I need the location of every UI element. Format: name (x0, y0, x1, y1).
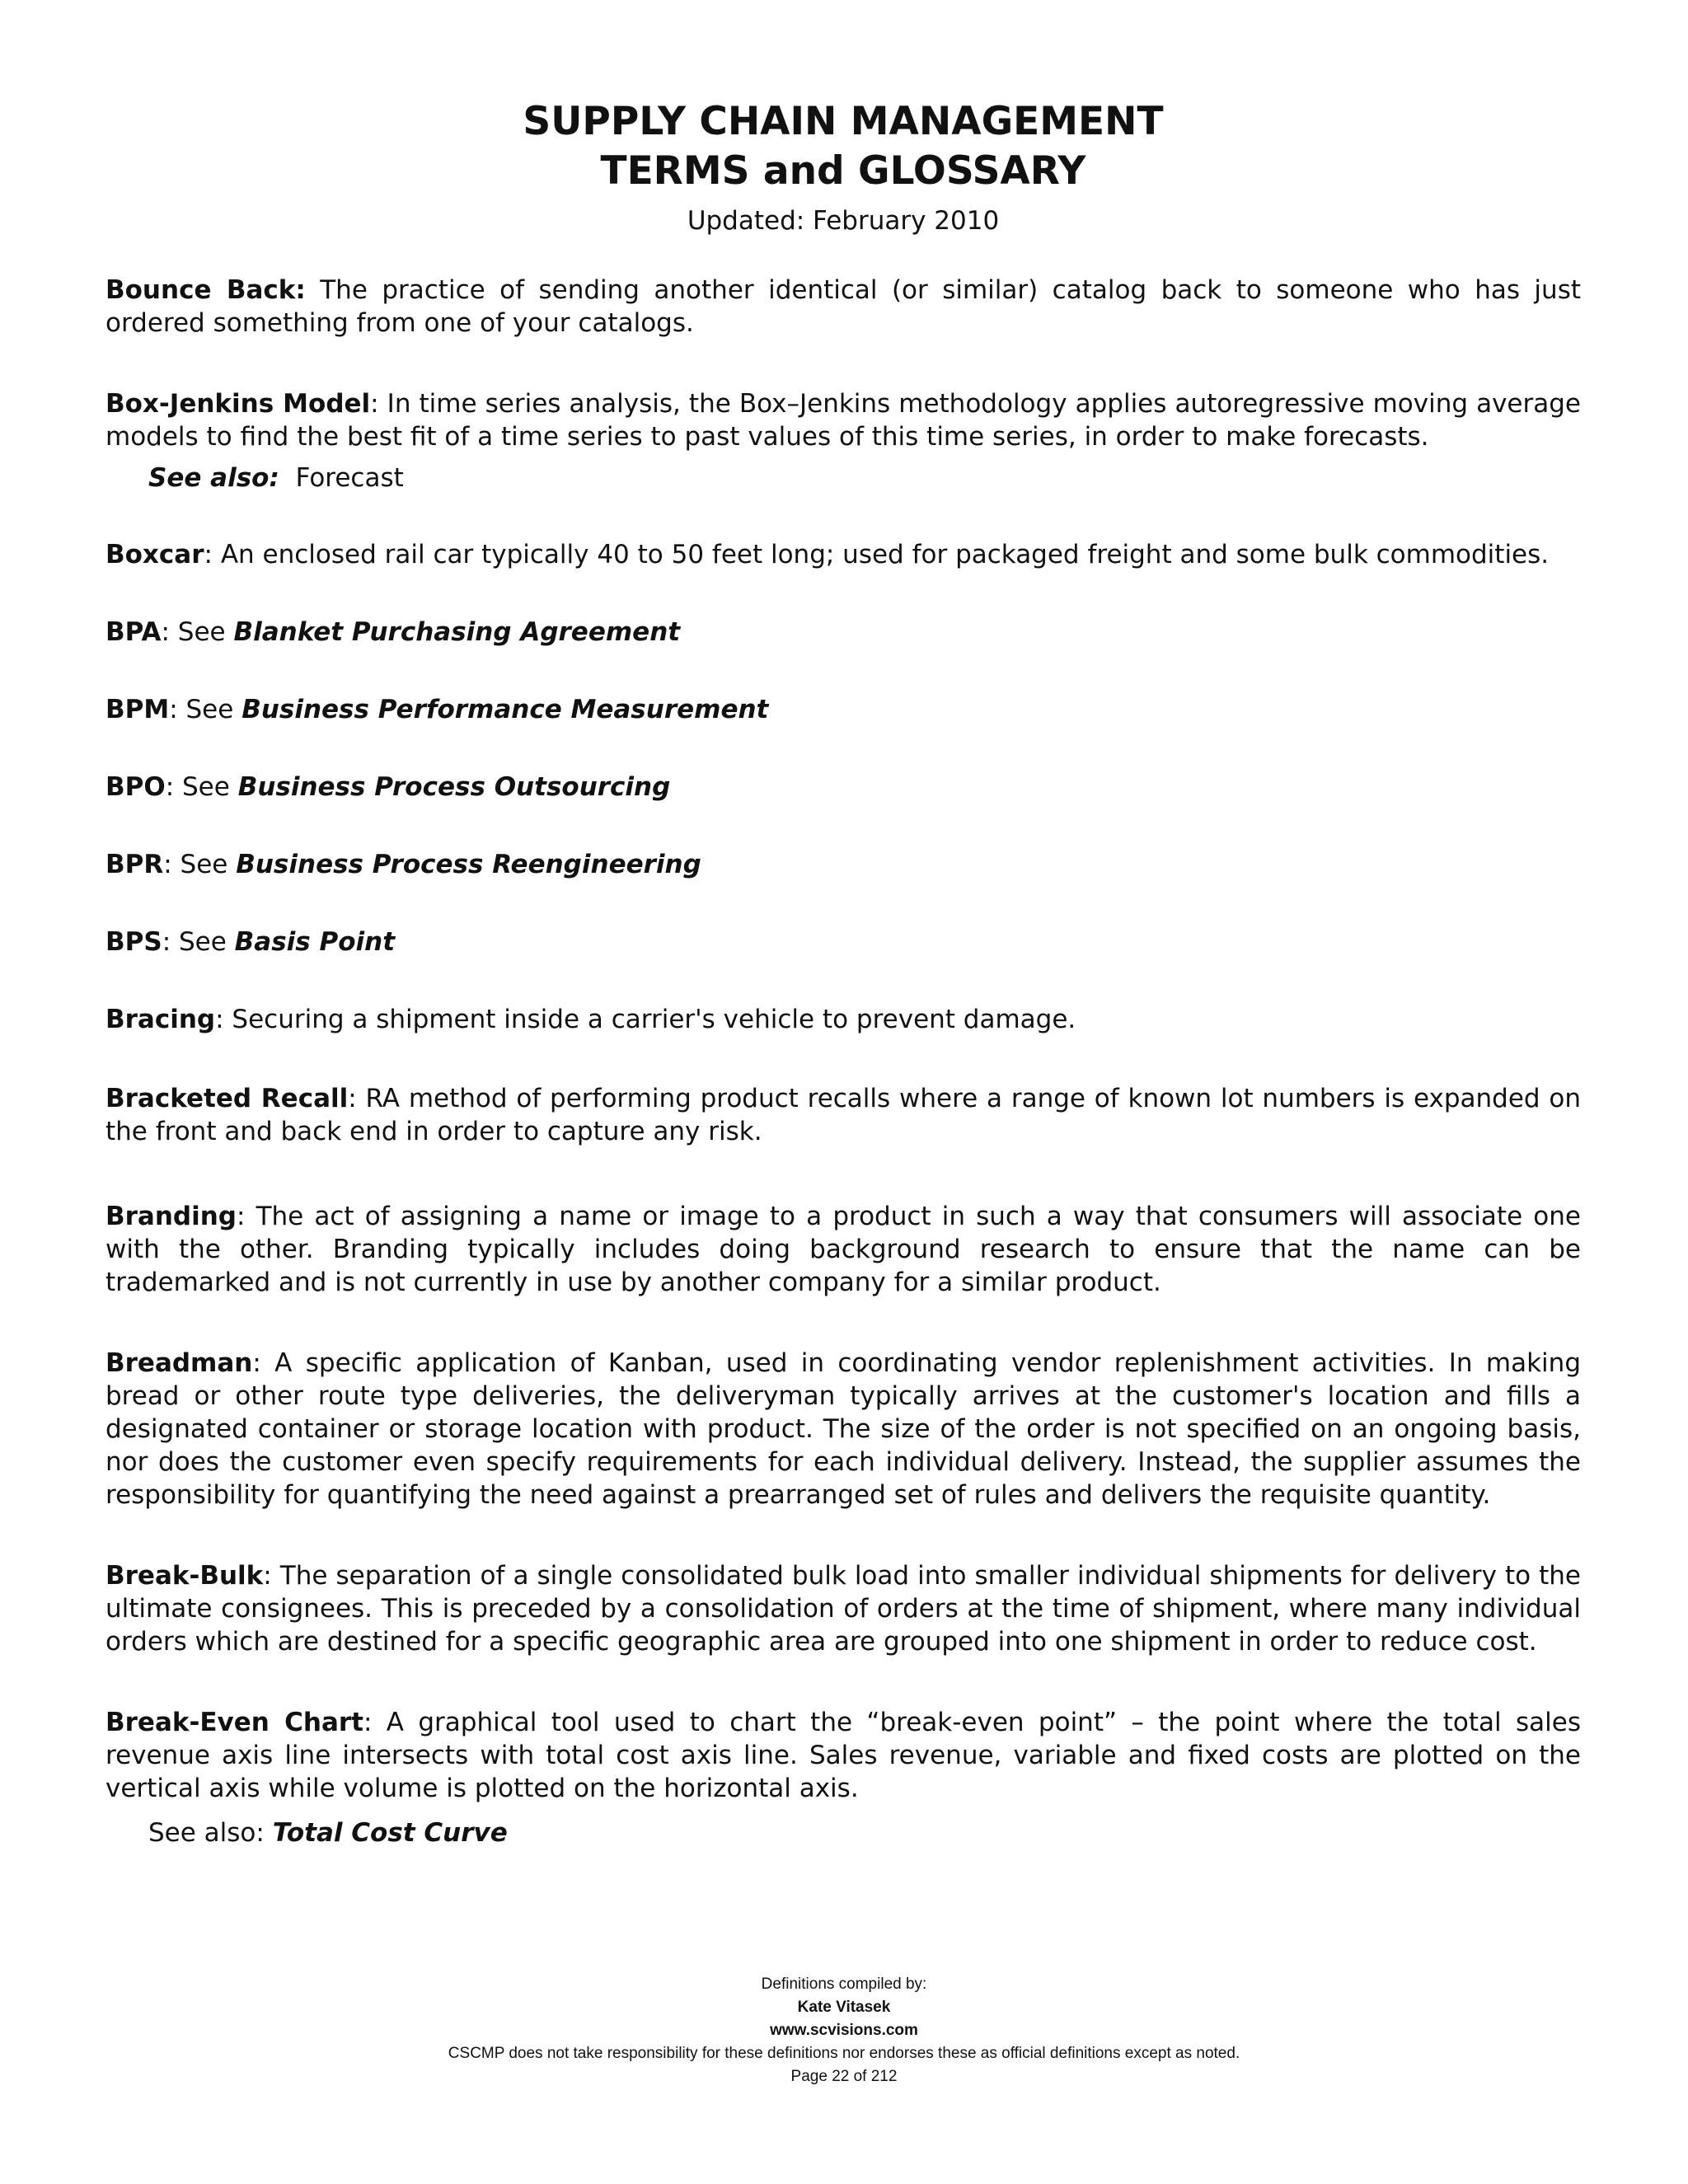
glossary-entry-box-jenkins-model (106, 387, 1581, 453)
entry-definition: : See (169, 695, 242, 724)
entry-definition: The practice of sending another identical (or similar) catalog back to someone who has just ordered something from one of your catalogs. (106, 275, 1581, 338)
entry-term: Break-Bulk (106, 1561, 264, 1591)
entry-term: Bracketed Recall (106, 1084, 349, 1113)
document-title-line-2: TERMS and GLOSSARY (600, 148, 1086, 194)
see-also-reference: Total Cost Curve (272, 1818, 508, 1848)
see-also-value: Forecast (295, 463, 404, 493)
document-title-line-1: SUPPLY CHAIN MANAGEMENT (523, 99, 1164, 144)
glossary-entry-bps (106, 926, 1581, 958)
entry-term: BPA (106, 617, 162, 647)
entry-term: Break-Even Chart (106, 1708, 363, 1737)
entry-definition: : A specific application of Kanban, used in coordinating vendor replenishment activities. In making bread or other route type deliveries, the deliveryman typically arrives at the customer's location and fills a designated container or storage location with product. The size of the order is not specified on an ongoing basis, nor does the customer even specify requirements for each individual delivery. Instead, the supplier assumes the responsibility for quantifying the need against a prearranged set of rules and delivers the requisite quantity. (106, 1348, 1581, 1510)
entry-term: Box-Jenkins Model (106, 389, 371, 419)
glossary-entry-breadman (106, 1347, 1581, 1511)
document-header (106, 97, 1581, 237)
entry-reference: Business Process Reengineering (236, 850, 701, 879)
updated-date: Updated: February 2010 (687, 206, 1000, 236)
footer-page-number: Page 22 of 212 (790, 2068, 898, 2085)
entry-definition: : The act of assigning a name or image to a product in such a way that consumers will associate one with the other. Branding typically includes doing background research to ensure that the name can be trademarked and is not currently in use by another company for a similar product. (106, 1202, 1581, 1297)
glossary-entry-bpr (106, 848, 1581, 881)
glossary-entry-bracing (106, 1003, 1581, 1036)
entry-term: BPR (106, 850, 164, 879)
entry-term: BPS (106, 927, 162, 957)
entry-term: Breadman (106, 1348, 253, 1378)
entry-definition: : RA method of performing product recalls where a range of known lot numbers is expanded on the front and back end in order to capture any risk. (106, 1084, 1582, 1146)
glossary-entries (106, 274, 1581, 1849)
glossary-entry-branding (106, 1200, 1581, 1299)
entry-term: Bounce Back: (106, 275, 306, 305)
document-page (106, 97, 1581, 1849)
entry-reference: Basis Point (234, 927, 396, 957)
entry-definition: : See (161, 617, 234, 647)
glossary-entry-boxcar (106, 538, 1581, 571)
page-footer (0, 1973, 1688, 2088)
entry-definition: : See (165, 772, 238, 802)
entry-definition: : See (162, 927, 235, 957)
entry-reference: Business Performance Measurement (241, 695, 769, 724)
glossary-entry-bpm (106, 693, 1581, 726)
glossary-entry-bounce-back (106, 274, 1581, 340)
entry-term: Branding (106, 1202, 237, 1231)
glossary-entry-bpa (106, 616, 1581, 649)
footer-disclaimer: CSCMP does not take responsibility for these definitions nor endorses these as official definitions except as noted. (448, 2045, 1240, 2062)
entry-term: Bracing (106, 1005, 216, 1034)
see-also-label: See also: (148, 1818, 273, 1848)
entry-term: BPO (106, 772, 166, 802)
entry-reference: Business Process Outsourcing (237, 772, 671, 802)
entry-definition: : An enclosed rail car typically 40 to 50 feet long; used for packaged freight and some bulk commodities. (204, 540, 1550, 569)
glossary-entry-break-even-chart (106, 1706, 1581, 1805)
entry-definition: : Securing a shipment inside a carrier's vehicle to prevent damage. (215, 1005, 1076, 1034)
entry-term: BPM (106, 695, 170, 724)
entry-definition: : The separation of a single consolidated bulk load into smaller individual shipments for delivery to the ultimate consignees. This is preceded by a consolidation of orders at the time of shipment, where many individual orders which are destined for a specific geographic area are grouped into one shipment in order to reduce cost. (106, 1561, 1581, 1657)
see-also-label: See also: (148, 463, 279, 493)
glossary-entry-bracketed-recall (106, 1082, 1581, 1148)
entry-term: Boxcar (106, 540, 204, 569)
entry-definition: : A graphical tool used to chart the “break-even point” – the point where the total sales revenue axis line intersects with total cost axis line. Sales revenue, variable and fixed costs are plotted on the vertical axis while volume is plotted on the horizontal axis. (106, 1708, 1582, 1803)
footer-compiled-by: Definitions compiled by: (761, 1975, 927, 1993)
glossary-entry-break-bulk (106, 1559, 1581, 1658)
glossary-entry-bpo (106, 771, 1581, 804)
entry-reference: Blanket Purchasing Agreement (233, 617, 681, 647)
entry-definition: : In time series analysis, the Box–Jenkins methodology applies autoregressive moving average models to find the best fit of a time series to past values of this time series, in order to make forecasts. (106, 389, 1581, 452)
see-also-total-cost-curve (106, 1816, 1581, 1849)
see-also-forecast (106, 462, 1581, 494)
entry-definition: : See (163, 850, 237, 879)
footer-author: Kate Vitasek (797, 1999, 891, 2016)
footer-website: www.scvisions.com (770, 2022, 918, 2039)
